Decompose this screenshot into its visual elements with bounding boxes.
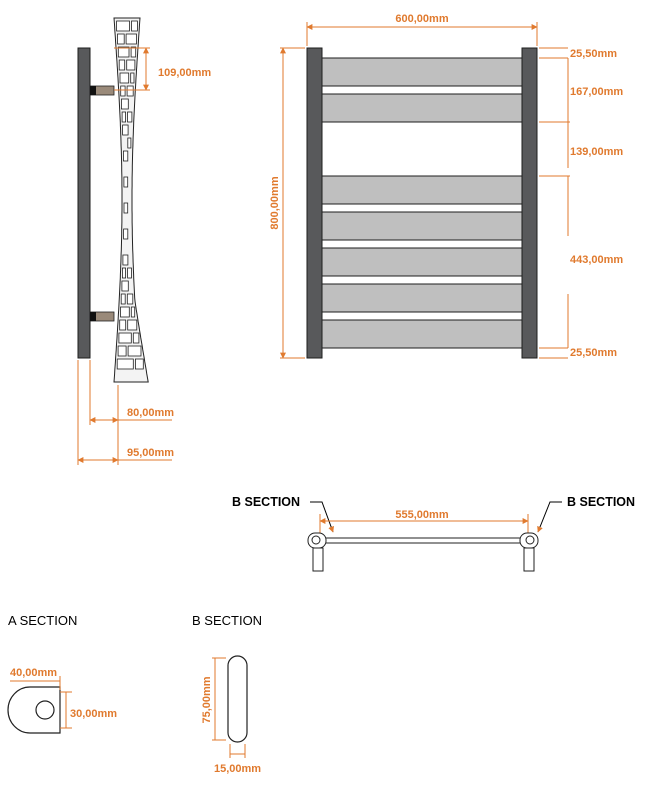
dim-80-label: 80,00mm: [127, 407, 175, 419]
brick: [122, 112, 126, 122]
brick-wall: [114, 18, 148, 382]
side-post: [78, 48, 90, 358]
brick: [120, 73, 129, 83]
brick: [123, 125, 129, 135]
section-right-leader: [538, 502, 562, 532]
dim-600-label: 600,00mm: [395, 13, 449, 25]
brick: [121, 307, 130, 317]
brick: [133, 333, 139, 343]
top-view: [232, 495, 635, 571]
dim-a-height-label: 30,00mm: [70, 708, 118, 720]
towel-bar-5: [322, 248, 522, 276]
brick: [120, 320, 126, 330]
section-left-label: B SECTION: [232, 495, 301, 509]
b-section-title: B SECTION: [192, 613, 263, 628]
brick: [128, 112, 132, 122]
brick: [127, 60, 135, 70]
a-section-title: A SECTION: [8, 613, 78, 628]
towel-bar-3: [322, 176, 522, 204]
right-end-hole: [526, 536, 534, 544]
brick: [121, 99, 128, 109]
brick: [124, 203, 128, 213]
a-section: [8, 613, 117, 733]
brick: [121, 294, 125, 304]
dim-top-label: 25,50mm: [570, 48, 618, 60]
dim-555-label: 555,00mm: [395, 509, 449, 521]
front-view: [269, 13, 623, 359]
b-section-profile: [228, 656, 247, 742]
brick: [127, 294, 133, 304]
brick: [131, 307, 134, 317]
brick: [122, 268, 125, 278]
dim-bottom-label: 25,50mm: [570, 347, 618, 359]
dim-139-label: 139,00mm: [570, 146, 624, 158]
towel-bar-2: [322, 94, 522, 122]
dim-800-label: 800,00mm: [269, 176, 281, 230]
dim-b-height-label: 75,00mm: [201, 676, 213, 724]
brick: [128, 320, 137, 330]
brick: [124, 229, 128, 239]
brick: [128, 346, 141, 356]
dim-95-label: 95,00mm: [127, 447, 175, 459]
brick: [118, 346, 126, 356]
brick: [126, 34, 136, 44]
dim-109-label: 109,00mm: [158, 67, 212, 79]
towel-bar-6: [322, 284, 522, 312]
brick: [119, 60, 125, 70]
section-right-label: B SECTION: [567, 495, 636, 509]
dim-b-width-label: 15,00mm: [214, 763, 262, 775]
right-wall-bracket: [524, 548, 534, 571]
brick: [124, 177, 128, 187]
brick: [127, 86, 133, 96]
brick: [119, 333, 131, 343]
dim-a-width-label: 40,00mm: [10, 667, 58, 679]
brick: [128, 268, 132, 278]
brick: [118, 34, 125, 44]
brick: [121, 86, 125, 96]
brick: [117, 359, 133, 369]
brick: [122, 281, 128, 291]
brick: [117, 21, 130, 31]
brick: [123, 151, 127, 161]
left-wall-bracket: [313, 548, 323, 571]
towel-bar-4: [322, 212, 522, 240]
b-section: [192, 613, 262, 775]
right-post: [522, 48, 537, 358]
towel-bar-7: [322, 320, 522, 348]
brick: [135, 359, 143, 369]
a-section-hole: [36, 701, 54, 719]
side-view: [78, 18, 211, 465]
left-post: [307, 48, 322, 358]
lower-bracket-cap: [90, 312, 96, 321]
brick: [132, 21, 138, 31]
left-end-hole: [312, 536, 320, 544]
upper-bracket-cap: [90, 86, 96, 95]
dim-443-label: 443,00mm: [570, 254, 624, 266]
brick: [131, 73, 134, 83]
brick: [128, 138, 131, 148]
dim-167-label: 167,00mm: [570, 86, 624, 98]
section-left-leader: [310, 502, 333, 532]
brick: [123, 255, 128, 265]
towel-bar-1: [322, 58, 522, 86]
top-rail: [323, 538, 523, 543]
